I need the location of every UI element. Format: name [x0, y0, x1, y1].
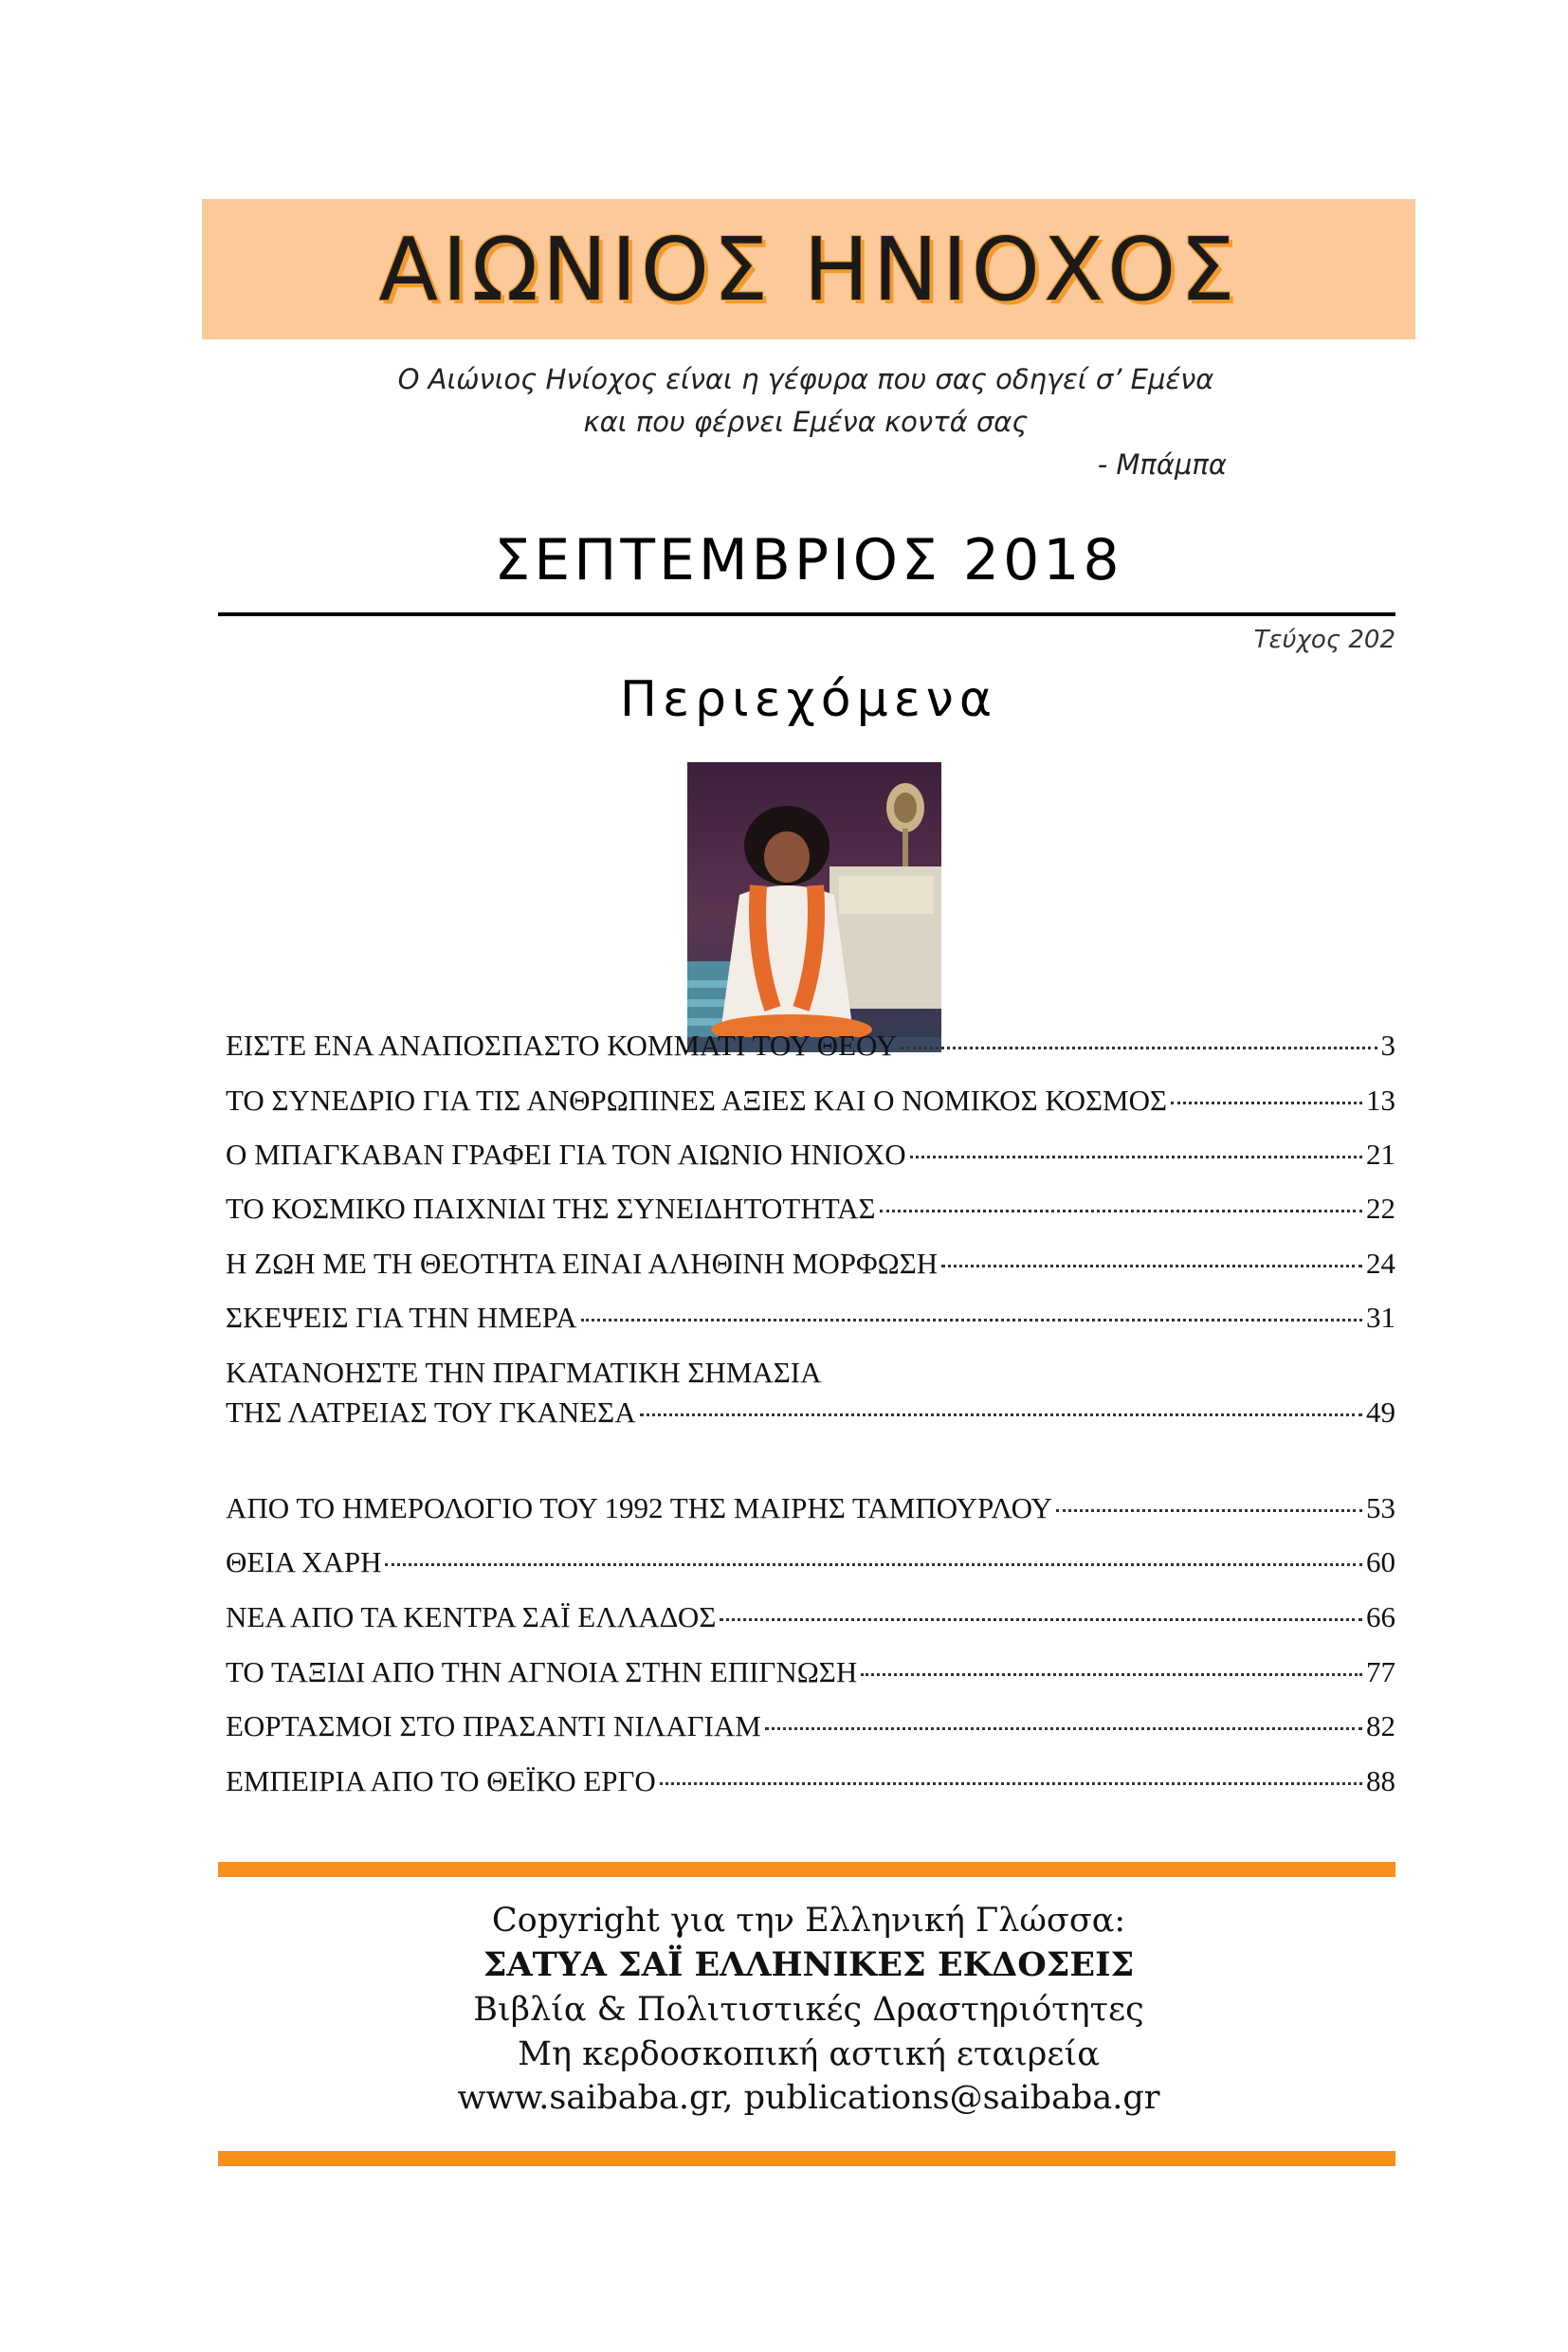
toc-entry[interactable] — [226, 1491, 1395, 1529]
toc-entry[interactable] — [226, 1247, 1395, 1285]
footer-activities: Βιβλία & Πολιτιστικές Δραστηριότητες — [473, 1991, 1144, 2029]
toc-entry-title: ΤΟ ΚΟΣΜΙΚΟ ΠΑΙΧΝΙΔΙ ΤΗΣ ΣΥΝΕΙΔΗΤΟΤΗΤΑΣ — [226, 1192, 876, 1225]
cover-photo — [687, 762, 941, 1052]
toc-entry[interactable] — [226, 1192, 1395, 1230]
toc-entry-title-line1: ΚΑΤΑΝΟΗΣΤΕ ΤΗΝ ΠΡΑΓΜΑΤΙΚΗ ΣΗΜΑΣΙΑ — [226, 1356, 822, 1389]
toc-leader-dots — [861, 1673, 1362, 1676]
toc-entry-page: 21 — [1366, 1138, 1395, 1171]
toc-entry[interactable] — [226, 1356, 1395, 1433]
footer-company: Μη κερδοσκοπική αστική εταιρεία — [518, 2035, 1100, 2073]
toc-entry-title: ΤΟ ΤΑΞΙΔΙ ΑΠΟ ΤΗΝ ΑΓΝΟΙΑ ΣΤΗΝ ΕΠΙΓΝΩΣΗ — [226, 1655, 858, 1688]
toc-leader-dots — [385, 1563, 1362, 1566]
toc-leader-dots — [880, 1210, 1362, 1212]
toc-entry-title: ΤΗΣ ΛΑΤΡΕΙΑΣ ΤΟΥ ΓΚΑΝΕΣΑ — [226, 1395, 636, 1429]
toc-entry-page: 13 — [1366, 1084, 1395, 1117]
toc-entry-title: ΝΕΑ ΑΠΟ ΤΑ ΚΕΝΤΡΑ ΣΑΪ ΕΛΛΑΔΟΣ — [226, 1600, 717, 1633]
toc-entry[interactable] — [226, 1301, 1395, 1339]
toc-entry-page: 82 — [1366, 1709, 1395, 1742]
toc-leader-dots — [640, 1413, 1362, 1416]
toc-entry-title: ΑΠΟ ΤΟ ΗΜΕΡΟΛΟΓΙΟ ΤΟΥ 1992 ΤΗΣ ΜΑΙΡΗΣ ΤΑΜΠΟΥΡΛΟΥ — [226, 1491, 1052, 1524]
toc-leader-dots — [910, 1156, 1362, 1158]
toc-entry-title: ΕΜΠΕΙΡΙΑ ΑΠΟ ΤΟ ΘΕΪΚΟ ΕΡΓΟ — [226, 1764, 656, 1797]
toc-entry-title: ΕΙΣΤΕ ΕΝΑ ΑΝΑΠΟΣΠΑΣΤΟ ΚΟΜΜΑΤΙ ΤΟΥ ΘΕΟΥ — [226, 1029, 898, 1062]
footer-copyright: Copyright για την Ελληνική Γλώσσα: — [491, 1902, 1126, 1940]
toc-leader-dots — [901, 1047, 1377, 1049]
issue-divider — [218, 612, 1395, 616]
toc-leader-dots — [941, 1265, 1362, 1267]
toc-leader-dots — [660, 1782, 1362, 1785]
toc-entry-page: 3 — [1380, 1029, 1395, 1062]
toc-entry-title: ΣΚΕΨΕΙΣ ΓΙΑ ΤΗΝ ΗΜΕΡΑ — [226, 1301, 577, 1334]
toc-entry[interactable] — [226, 1655, 1395, 1693]
footer-publisher: ΣΑΤΥΑ ΣΑΪ ΕΛΛΗΝΙΚΕΣ ΕΚΔΟΣΕΙΣ — [483, 1945, 1135, 1984]
toc-entry-page: 60 — [1366, 1545, 1395, 1578]
quote-line-1: Ο Αιώνιος Ηνίοχος είναι η γέφυρα που σας οδηγεί σ’ Εμένα — [397, 363, 1214, 395]
issue-number: Τεύχος 202 — [1253, 626, 1395, 654]
toc-entry[interactable] — [226, 1709, 1395, 1747]
toc-entry[interactable] — [226, 1600, 1395, 1638]
footer-divider-bottom — [218, 2151, 1395, 2166]
toc-leader-dots — [581, 1319, 1362, 1322]
toc-entry-title: Ο ΜΠΑΓΚΑΒΑΝ ΓΡΑΦΕΙ ΓΙΑ ΤΟΝ ΑΙΩΝΙΟ ΗΝΙΟΧΟ — [226, 1138, 906, 1171]
toc-entry-page: 66 — [1366, 1600, 1395, 1633]
toc-entry[interactable] — [226, 1764, 1395, 1802]
toc-entry-page: 24 — [1366, 1247, 1395, 1280]
toc-entry-page: 31 — [1366, 1301, 1395, 1334]
toc-entry[interactable] — [226, 1029, 1395, 1067]
toc-entry-page: 77 — [1366, 1655, 1395, 1688]
contents-heading: Περιεχόμενα — [619, 671, 998, 728]
quote-line-2: και που φέρνει Εμένα κοντά σας — [583, 406, 1029, 438]
toc-entry-page: 53 — [1366, 1491, 1395, 1524]
toc-entry[interactable] — [226, 1545, 1395, 1583]
toc-entry[interactable] — [226, 1138, 1395, 1176]
toc-entry-title: ΕΟΡΤΑΣΜΟΙ ΣΤΟ ΠΡΑΣΑΝΤΙ ΝΙΛΑΓΙΑΜ — [226, 1709, 761, 1742]
footer-contact: www.saibaba.gr, publications@saibaba.gr — [457, 2079, 1160, 2117]
magazine-title: ΑΙΩΝΙΟΣ ΗΝΙΟΧΟΣ — [378, 218, 1239, 320]
footer-divider-top — [218, 1862, 1395, 1877]
issue-date: ΣΕΠΤΕΜΒΡΙΟΣ 2018 — [494, 527, 1123, 593]
toc-entry-page: 49 — [1366, 1395, 1395, 1429]
toc-entry-title: Η ΖΩΗ ΜΕ ΤΗ ΘΕΟΤΗΤΑ ΕΙΝΑΙ ΑΛΗΘΙΝΗ ΜΟΡΦΩΣΗ — [226, 1247, 939, 1280]
toc-leader-dots — [765, 1727, 1362, 1730]
toc-entry-title: ΤΟ ΣΥΝΕΔΡΙΟ ΓΙΑ ΤΙΣ ΑΝΘΡΩΠΙΝΕΣ ΑΞΙΕΣ ΚΑΙ Ο ΝΟΜΙΚΟΣ ΚΟΣΜΟΣ — [226, 1084, 1168, 1117]
quote-author: - Μπάμπα — [1097, 448, 1227, 481]
toc-leader-dots — [720, 1618, 1362, 1621]
toc-entry-page: 22 — [1366, 1192, 1395, 1225]
toc-leader-dots — [1171, 1102, 1362, 1104]
toc-entry-title: ΘΕΙΑ ΧΑΡΗ — [226, 1545, 382, 1578]
toc-entry[interactable] — [226, 1084, 1395, 1121]
toc-leader-dots — [1056, 1509, 1362, 1512]
toc-entry-page: 88 — [1366, 1764, 1395, 1797]
